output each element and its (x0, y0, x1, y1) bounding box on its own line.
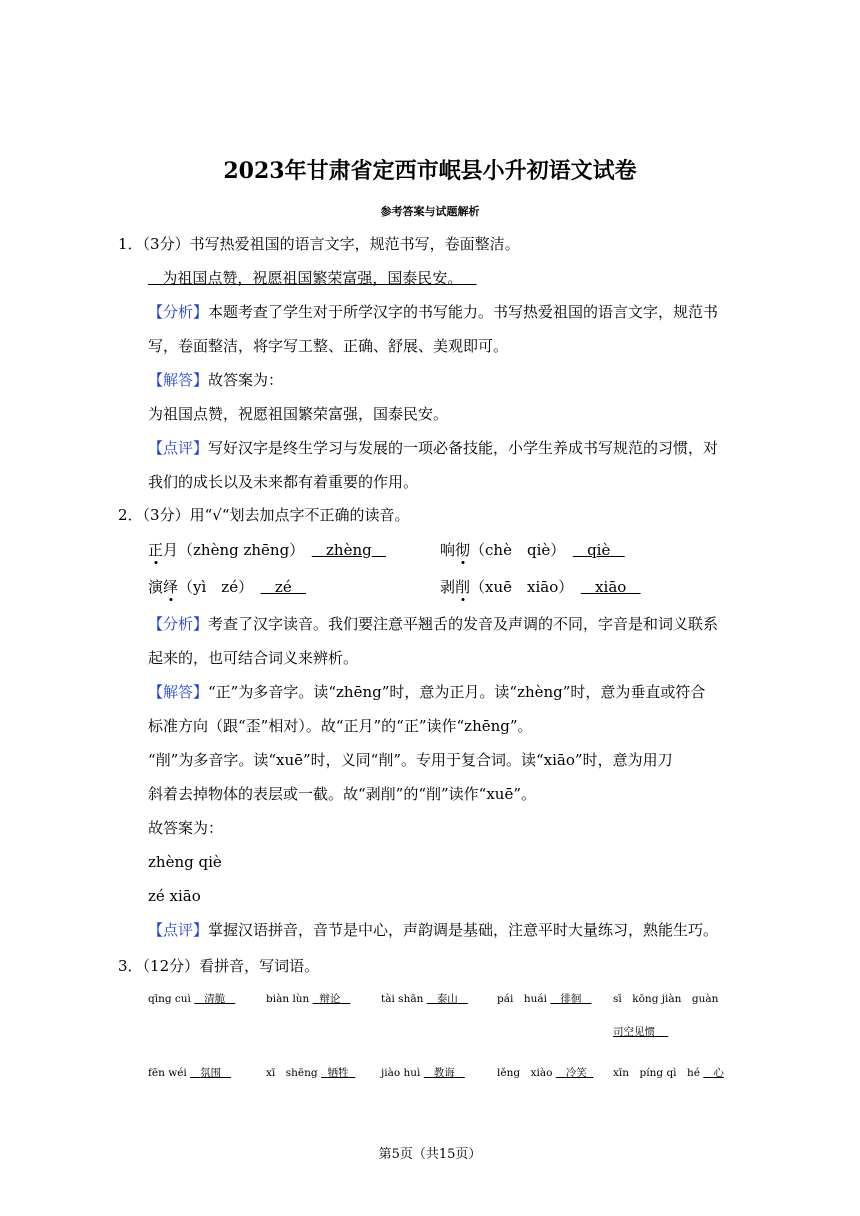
q2-answer-blank: qiè (587, 541, 611, 559)
q3-item: biàn lùn 辩论 (266, 993, 341, 1005)
q2-answer-line4: 斜着去掉物体的表层或一截。故“剥削”的“削”读作“xuē”。 (148, 785, 537, 803)
q3-stem: 3．（12分）看拼音，写词语。 (118, 957, 320, 975)
q3-item: fēn wéi 氛围 (148, 1067, 222, 1079)
q3-item: lěng xiào 冷笑 (497, 1067, 587, 1079)
q2-item-zhengyue: 正月（zhèng zhēng） zhèng (148, 540, 386, 560)
q2-answer-line5: 故答案为： (148, 819, 224, 837)
q2-answer-line7: zé xiāo (148, 887, 201, 905)
dotted-char: 正 (148, 541, 164, 559)
dotted-char: 彻 (455, 541, 471, 559)
q3-item-extra-answer: 司空见惯 (613, 1026, 655, 1038)
q3-item: pái huái 徘徊 (497, 993, 582, 1005)
q1-answer-line (148, 268, 483, 288)
q3-item: xīn píng qì hé 心 (613, 1067, 724, 1079)
q2-comment-line1: 【点评】掌握汉语拼音，音节是中心，声韵调是基础，注意平时大量练习，熟能生巧。 (148, 921, 719, 939)
q2-stem: 2．（3分）用“√“划去加点字不正确的读音。 (118, 506, 410, 524)
q2-answer-line3: “削”为多音字。读“xuē”时，义同“削”。专用于复合词。读“xiāo”时，意为用刀 (148, 751, 673, 769)
q1-analysis-line1: 【分析】本题考查了学生对于所学汉字的书写能力。书写热爱祖国的语言文字，规范书 (148, 303, 719, 321)
dotted-char: 绎 (163, 578, 179, 596)
q1-answer-text: 为祖国点赞，祝愿祖国繁荣富强，国泰民安。 (162, 269, 463, 287)
answer-tag: 【解答】 (148, 371, 209, 389)
q3-item: qīng cuì 清脆 (148, 993, 226, 1005)
q2-item-xiangche: 响彻（chè qiè） qiè (440, 540, 625, 560)
answer-tag: 【解答】 (148, 683, 209, 701)
q3-item: tài shān 泰山 (381, 993, 458, 1005)
q2-answer-blank: zhèng (326, 541, 372, 559)
q2-answer-blank: xiāo (595, 578, 627, 596)
q2-item-boxue: 剥削（xuē xiāo） xiāo (440, 577, 641, 597)
q1-answer-body: 为祖国点赞，祝愿祖国繁荣富强，国泰民安。 (148, 405, 449, 423)
q2-answer-line1: 【解答】“正”为多音字。读“zhēng”时，意为正月。读“zhèng”时，意为垂直或符合 (148, 683, 706, 701)
page-subtitle: 参考答案与试题解析 (380, 205, 480, 218)
q2-analysis-line1: 【分析】考查了汉字读音。我们要注意平翘舌的发音及声调的不同，字音是和词义联系 (148, 615, 719, 633)
q1-comment-line2: 我们的成长以及未来都有着重要的作用。 (148, 473, 419, 491)
q2-answer-line6: zhèng qiè (148, 853, 222, 871)
q2-answer-line2: 标准方向（跟“歪”相对）。故“正月”的“正”读作“zhēng”。 (148, 717, 533, 735)
q1-comment-line1: 【点评】写好汉字是终生学习与发展的一项必备技能，小学生养成书写规范的习惯，对 (148, 439, 719, 457)
q1-answer-label: 【解答】故答案为： (148, 371, 284, 389)
analysis-tag: 【分析】 (148, 303, 209, 321)
q2-analysis-line2: 起来的，也可结合词义来辨析。 (148, 649, 359, 667)
comment-tag: 【点评】 (148, 921, 209, 939)
q3-item: jiào huì 教诲 (381, 1067, 455, 1079)
q1-stem: 1．（3分）书写热爱祖国的语言文字，规范书写，卷面整洁。 (118, 235, 520, 253)
analysis-tag: 【分析】 (148, 615, 209, 633)
q3-item: xī shēng 牺牲 (266, 1067, 349, 1079)
comment-tag: 【点评】 (148, 439, 209, 457)
q1-analysis-line2: 写，卷面整洁，将字写工整、正确、舒展、美观即可。 (148, 337, 509, 355)
page-footer: 第5页（共15页） (378, 1147, 482, 1162)
page-title: 2023年甘肃省定西市岷县小升初语文试卷 (223, 158, 637, 184)
q3-item: sī kōng jiàn guàn (613, 993, 719, 1005)
dotted-char: 削 (455, 578, 471, 596)
q2-answer-blank: zé (274, 578, 292, 596)
q2-item-yanyi: 演绎（yì zé） zé (148, 577, 306, 597)
